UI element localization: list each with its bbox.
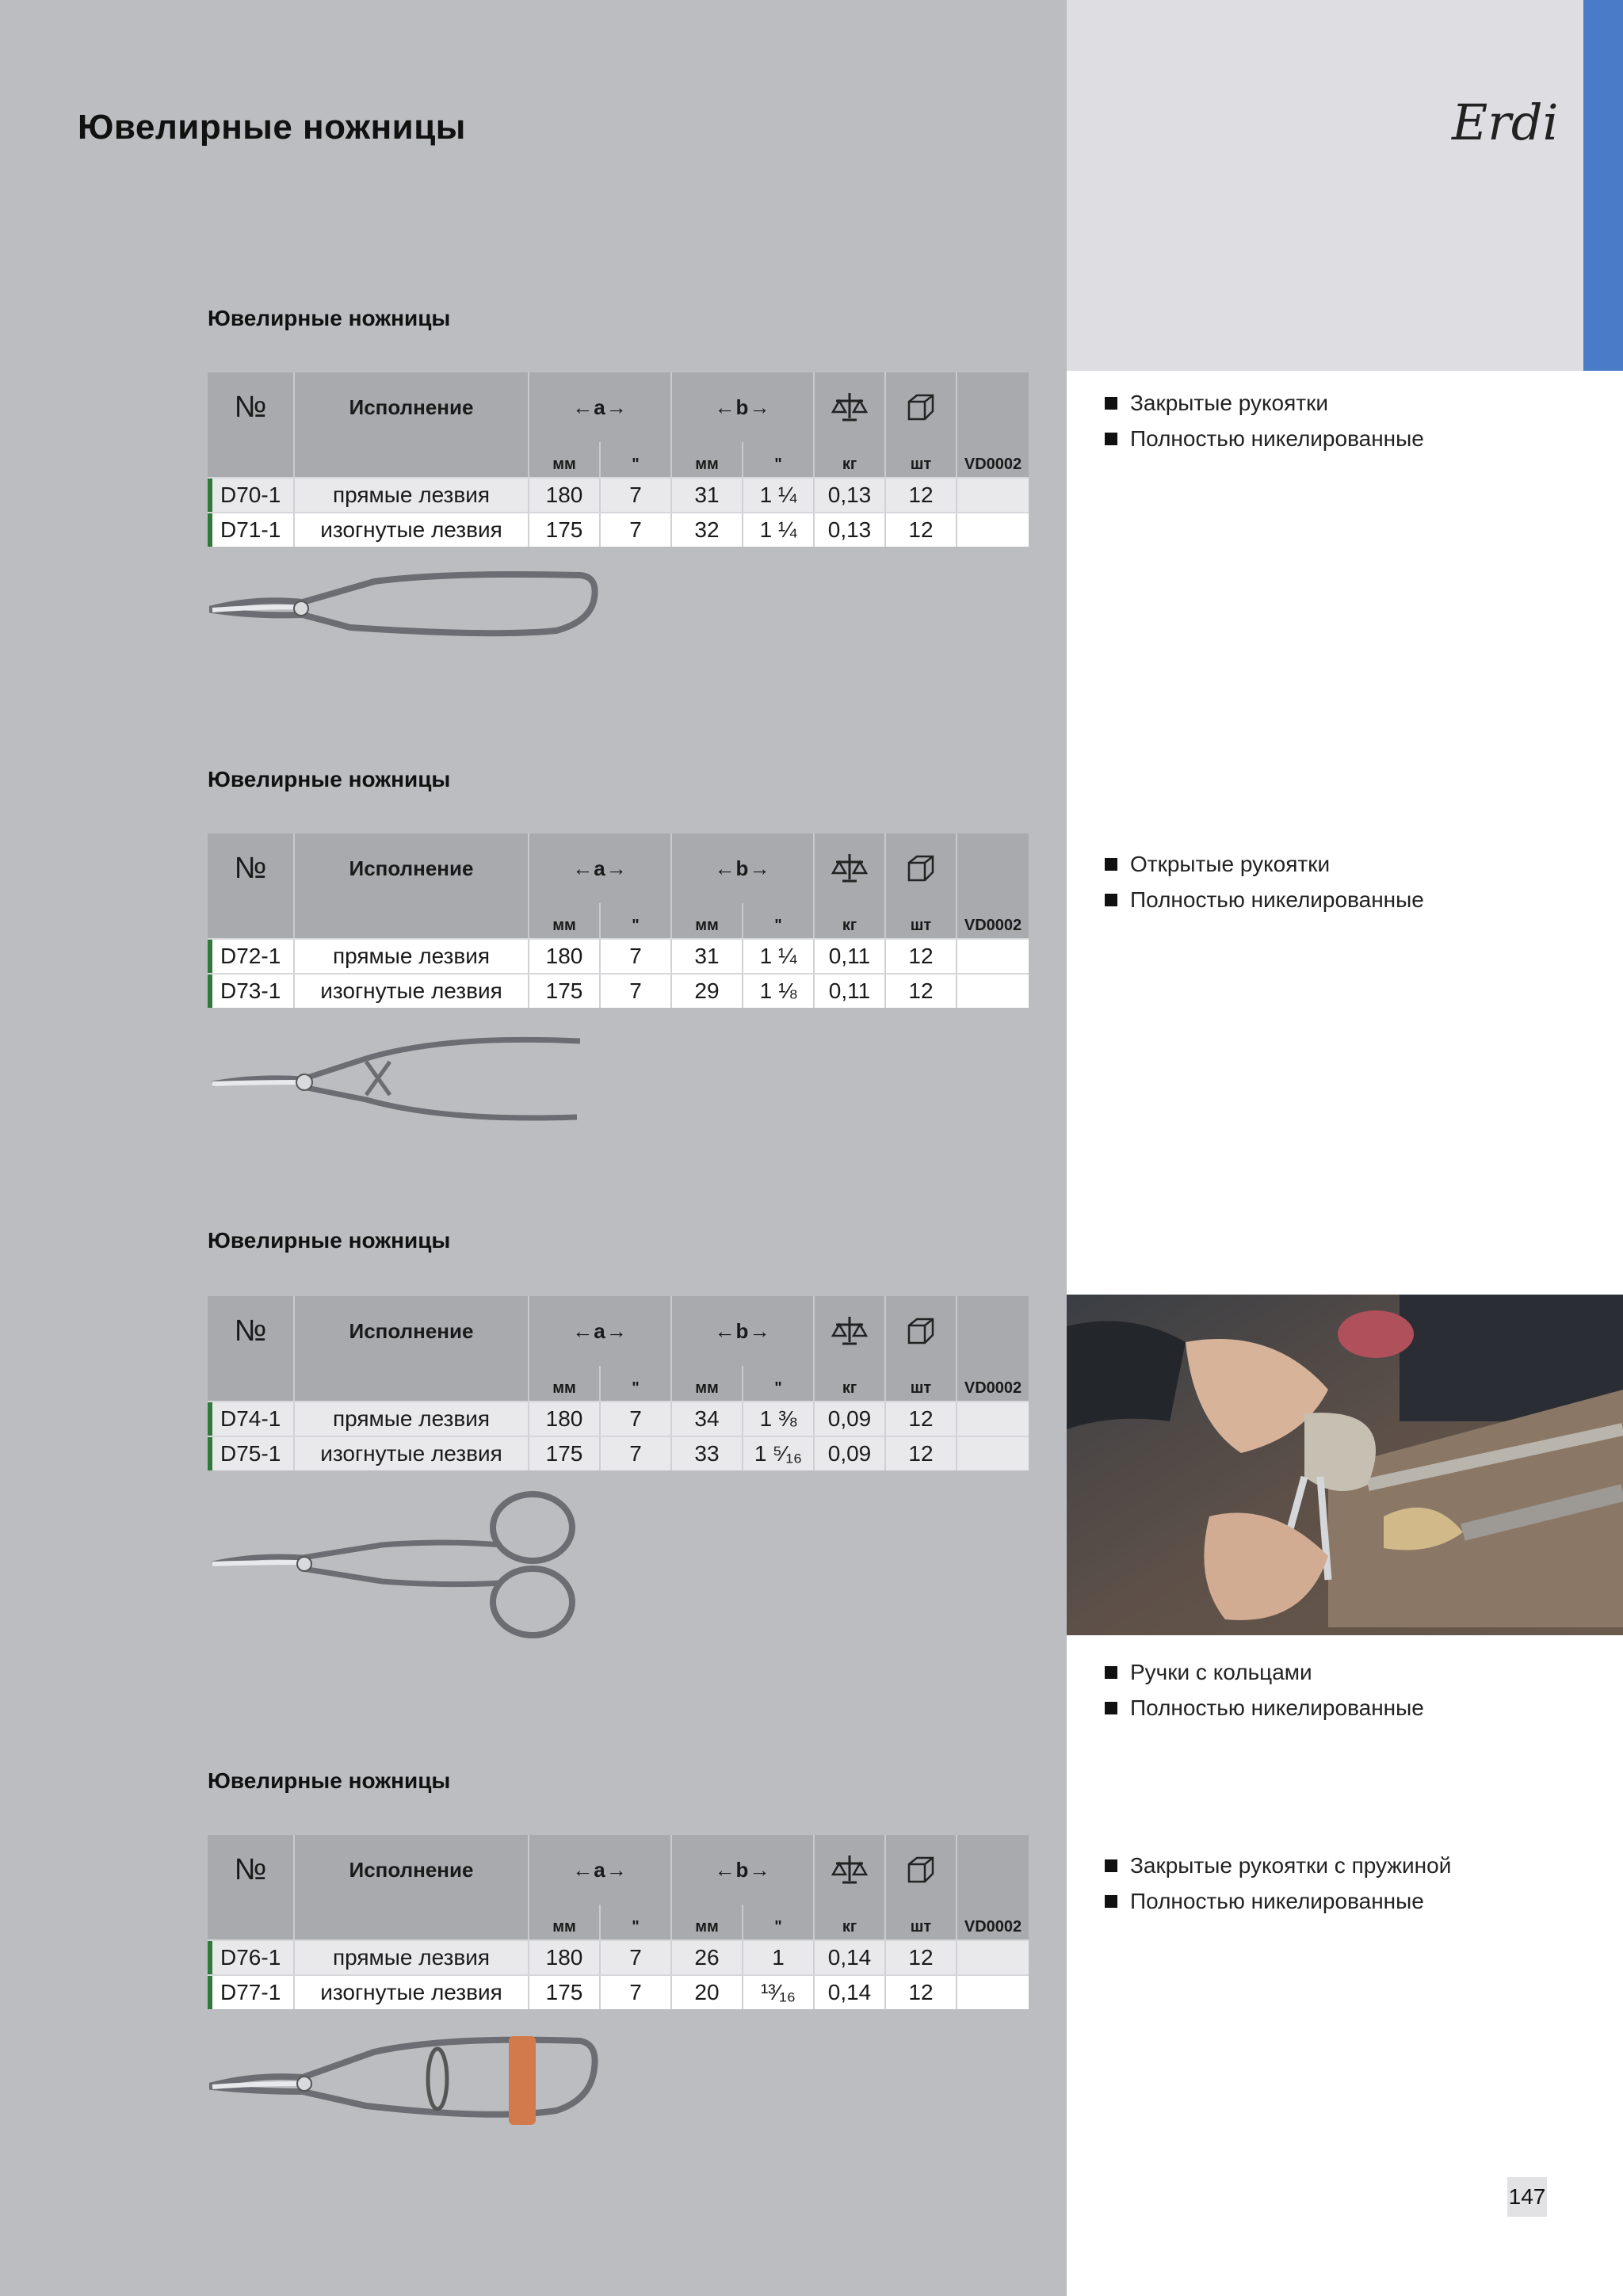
article-number: D72-1 xyxy=(208,940,293,973)
scissors-ring-handles-image xyxy=(208,1489,604,1644)
article-number: D73-1 xyxy=(208,974,293,1008)
header-execution: Исполнение xyxy=(293,372,528,442)
header-length-a: ←a→ xyxy=(528,833,670,903)
subheader-blank xyxy=(208,1905,293,1939)
execution-cell: прямые лезвия xyxy=(293,940,528,973)
scissors-closed-handles-image xyxy=(208,566,604,665)
execution-cell: прямые лезвия xyxy=(293,1402,528,1436)
scissors-spring-handles-image xyxy=(208,2028,604,2135)
header-execution: Исполнение xyxy=(293,1835,528,1905)
weight-cell: 0,13 xyxy=(813,513,884,547)
table-row xyxy=(208,1974,1029,2009)
blue-accent-strip xyxy=(1583,0,1623,371)
feature-item: Полностью никелированные xyxy=(1105,421,1424,456)
table-subheader xyxy=(208,903,1029,938)
b-mm-cell: 32 xyxy=(670,513,742,547)
table-row xyxy=(208,1436,1029,1470)
bullet-square-icon xyxy=(1105,397,1117,410)
pcs-cell: 12 xyxy=(884,974,956,1008)
pcs-cell: 12 xyxy=(884,1402,956,1436)
b-in-cell: 1 xyxy=(742,1941,813,1974)
a-mm-cell: 175 xyxy=(528,513,599,547)
a-in-cell: 7 xyxy=(599,940,670,973)
unit-inch: " xyxy=(599,442,670,477)
a-in-cell: 7 xyxy=(599,479,670,512)
code-cell xyxy=(956,1941,1029,1974)
feature-item: Закрытые рукоятки xyxy=(1105,385,1424,421)
box-icon xyxy=(884,1835,956,1905)
header-execution: Исполнение xyxy=(293,1296,528,1366)
jeweler-at-work-photo xyxy=(1067,1295,1623,1635)
feature-item: Закрытые рукоятки с пружиной xyxy=(1105,1848,1451,1883)
header-cut-b: ←b→ xyxy=(670,1835,813,1905)
unit-inch: " xyxy=(742,1366,813,1401)
header-number: № xyxy=(234,1314,267,1348)
b-mm-cell: 29 xyxy=(670,974,742,1008)
a-in-cell: 7 xyxy=(599,974,670,1008)
b-mm-cell: 31 xyxy=(670,940,742,973)
scale-icon xyxy=(813,1835,884,1905)
bullet-square-icon xyxy=(1105,1702,1117,1714)
unit-pcs: шт xyxy=(884,442,956,477)
scale-icon xyxy=(813,833,884,903)
bullet-square-icon xyxy=(1105,894,1117,906)
a-in-cell: 7 xyxy=(599,1976,670,2009)
subheader-blank xyxy=(293,1366,528,1401)
weight-cell: 0,14 xyxy=(813,1941,884,1974)
header-number: № xyxy=(234,851,267,885)
scale-icon xyxy=(813,372,884,442)
b-in-cell: 1 ⁵⁄₁₆ xyxy=(742,1437,813,1470)
header-cut-b: ←b→ xyxy=(670,833,813,903)
spec-table xyxy=(208,833,1029,1008)
code-cell xyxy=(956,1402,1029,1436)
box-icon xyxy=(884,372,956,442)
header-number: № xyxy=(234,390,267,424)
header-length-a: ←a→ xyxy=(528,1296,670,1366)
bullet-square-icon xyxy=(1105,1666,1117,1679)
a-mm-cell: 180 xyxy=(528,1402,599,1436)
page-title: Ювелирные ножницы xyxy=(78,108,466,147)
table-header xyxy=(208,1835,1029,1905)
subheader-blank xyxy=(208,903,293,938)
subheader-blank xyxy=(293,903,528,938)
bullet-square-icon xyxy=(1105,858,1117,871)
right-header-band xyxy=(1067,0,1583,371)
a-in-cell: 7 xyxy=(599,1941,670,1974)
table-row xyxy=(208,1401,1029,1436)
pcs-cell: 12 xyxy=(884,1437,956,1470)
execution-cell: изогнутые лезвия xyxy=(293,1976,528,2009)
article-number: D74-1 xyxy=(208,1402,293,1436)
article-number: D75-1 xyxy=(208,1437,293,1470)
header-length-a: ←a→ xyxy=(528,372,670,442)
code-cell xyxy=(956,974,1029,1008)
subheader-blank xyxy=(293,442,528,477)
execution-cell: прямые лезвия xyxy=(293,479,528,512)
a-in-cell: 7 xyxy=(599,513,670,547)
table-row xyxy=(208,1939,1029,1974)
b-in-cell: 1 ¼ xyxy=(742,479,813,512)
header-blank xyxy=(956,833,1029,903)
article-number: D71-1 xyxy=(208,513,293,547)
code-label: VD0002 xyxy=(956,442,1029,477)
pcs-cell: 12 xyxy=(884,1941,956,1974)
weight-cell: 0,11 xyxy=(813,974,884,1008)
unit-kg: кг xyxy=(813,442,884,477)
table-header xyxy=(208,372,1029,442)
unit-inch: " xyxy=(599,1905,670,1939)
execution-cell: прямые лезвия xyxy=(293,1941,528,1974)
a-mm-cell: 180 xyxy=(528,1941,599,1974)
b-in-cell: 1 ¼ xyxy=(742,940,813,973)
unit-mm: мм xyxy=(670,1905,742,1939)
feature-item: Открытые рукоятки xyxy=(1105,846,1424,882)
b-in-cell: 1 ¼ xyxy=(742,513,813,547)
unit-inch: " xyxy=(742,903,813,938)
execution-cell: изогнутые лезвия xyxy=(293,513,528,547)
unit-inch: " xyxy=(599,903,670,938)
table-row xyxy=(208,512,1029,547)
unit-mm: мм xyxy=(670,1366,742,1401)
subheader-blank xyxy=(208,1366,293,1401)
header-execution: Исполнение xyxy=(293,833,528,903)
code-cell xyxy=(956,1976,1029,2009)
a-mm-cell: 180 xyxy=(528,479,599,512)
table-subheader xyxy=(208,1905,1029,1939)
page-number: 147 xyxy=(1507,2177,1547,2217)
b-mm-cell: 31 xyxy=(670,479,742,512)
feature-list xyxy=(1105,846,1424,917)
header-number: № xyxy=(234,1852,267,1886)
b-in-cell: 1 ⅛ xyxy=(742,974,813,1008)
scissors-open-handles-image xyxy=(208,1027,604,1134)
feature-item: Полностью никелированные xyxy=(1105,882,1424,917)
unit-inch: " xyxy=(599,1366,670,1401)
code-cell xyxy=(956,1437,1029,1470)
section-title: Ювелирные ножницы xyxy=(208,1228,451,1253)
article-number: D70-1 xyxy=(208,479,293,512)
pcs-cell: 12 xyxy=(884,1976,956,2009)
box-icon xyxy=(884,833,956,903)
execution-cell: изогнутые лезвия xyxy=(293,974,528,1008)
article-number: D76-1 xyxy=(208,1941,293,1974)
b-mm-cell: 20 xyxy=(670,1976,742,2009)
pcs-cell: 12 xyxy=(884,479,956,512)
scale-icon xyxy=(813,1296,884,1366)
unit-mm: мм xyxy=(670,903,742,938)
box-icon xyxy=(884,1296,956,1366)
bullet-square-icon xyxy=(1105,433,1117,445)
header-length-a: ←a→ xyxy=(528,1835,670,1905)
b-mm-cell: 33 xyxy=(670,1437,742,1470)
a-in-cell: 7 xyxy=(599,1437,670,1470)
table-header xyxy=(208,1296,1029,1366)
a-mm-cell: 180 xyxy=(528,940,599,973)
a-mm-cell: 175 xyxy=(528,1976,599,2009)
code-label: VD0002 xyxy=(956,1905,1029,1939)
execution-cell: изогнутые лезвия xyxy=(293,1437,528,1470)
section-title: Ювелирные ножницы xyxy=(208,767,451,791)
unit-inch: " xyxy=(742,1905,813,1939)
subheader-blank xyxy=(208,442,293,477)
table-header xyxy=(208,833,1029,903)
b-mm-cell: 34 xyxy=(670,1402,742,1436)
unit-kg: кг xyxy=(813,903,884,938)
table-subheader xyxy=(208,442,1029,477)
spec-table xyxy=(208,372,1029,547)
article-number: D77-1 xyxy=(208,1976,293,2009)
header-blank xyxy=(956,1835,1029,1905)
feature-item: Полностью никелированные xyxy=(1105,1690,1424,1726)
feature-list xyxy=(1105,1654,1424,1726)
feature-item: Полностью никелированные xyxy=(1105,1883,1451,1919)
section-title: Ювелирные ножницы xyxy=(208,1768,451,1793)
feature-list xyxy=(1105,1848,1451,1919)
a-in-cell: 7 xyxy=(599,1402,670,1436)
bullet-square-icon xyxy=(1105,1859,1117,1872)
unit-mm: мм xyxy=(528,1905,599,1939)
b-in-cell: 1 ⅜ xyxy=(742,1402,813,1436)
header-cut-b: ←b→ xyxy=(670,1296,813,1366)
brand-logo: Erdi xyxy=(1452,93,1559,151)
b-in-cell: ¹³⁄₁₆ xyxy=(742,1976,813,2009)
feature-list xyxy=(1105,385,1424,456)
code-cell xyxy=(956,479,1029,512)
unit-mm: мм xyxy=(670,442,742,477)
weight-cell: 0,11 xyxy=(813,940,884,973)
unit-mm: мм xyxy=(528,442,599,477)
subheader-blank xyxy=(293,1905,528,1939)
unit-kg: кг xyxy=(813,1366,884,1401)
section-title: Ювелирные ножницы xyxy=(208,306,451,330)
code-label: VD0002 xyxy=(956,1366,1029,1401)
header-cut-b: ←b→ xyxy=(670,372,813,442)
pcs-cell: 12 xyxy=(884,940,956,973)
unit-kg: кг xyxy=(813,1905,884,1939)
table-subheader xyxy=(208,1366,1029,1401)
spec-table xyxy=(208,1296,1029,1470)
unit-pcs: шт xyxy=(884,903,956,938)
a-mm-cell: 175 xyxy=(528,974,599,1008)
b-mm-cell: 26 xyxy=(670,1941,742,1974)
spec-table xyxy=(208,1835,1029,2009)
weight-cell: 0,13 xyxy=(813,479,884,512)
unit-inch: " xyxy=(742,442,813,477)
bullet-square-icon xyxy=(1105,1895,1117,1908)
weight-cell: 0,09 xyxy=(813,1402,884,1436)
unit-pcs: шт xyxy=(884,1366,956,1401)
a-mm-cell: 175 xyxy=(528,1437,599,1470)
weight-cell: 0,09 xyxy=(813,1437,884,1470)
code-label: VD0002 xyxy=(956,903,1029,938)
unit-mm: мм xyxy=(528,903,599,938)
code-cell xyxy=(956,940,1029,973)
table-row xyxy=(208,973,1029,1008)
header-blank xyxy=(956,1296,1029,1366)
weight-cell: 0,14 xyxy=(813,1976,884,2009)
code-cell xyxy=(956,513,1029,547)
unit-mm: мм xyxy=(528,1366,599,1401)
table-row xyxy=(208,477,1029,512)
pcs-cell: 12 xyxy=(884,513,956,547)
feature-item: Ручки с кольцами xyxy=(1105,1654,1424,1690)
header-blank xyxy=(956,372,1029,442)
unit-pcs: шт xyxy=(884,1905,956,1939)
table-row xyxy=(208,938,1029,973)
